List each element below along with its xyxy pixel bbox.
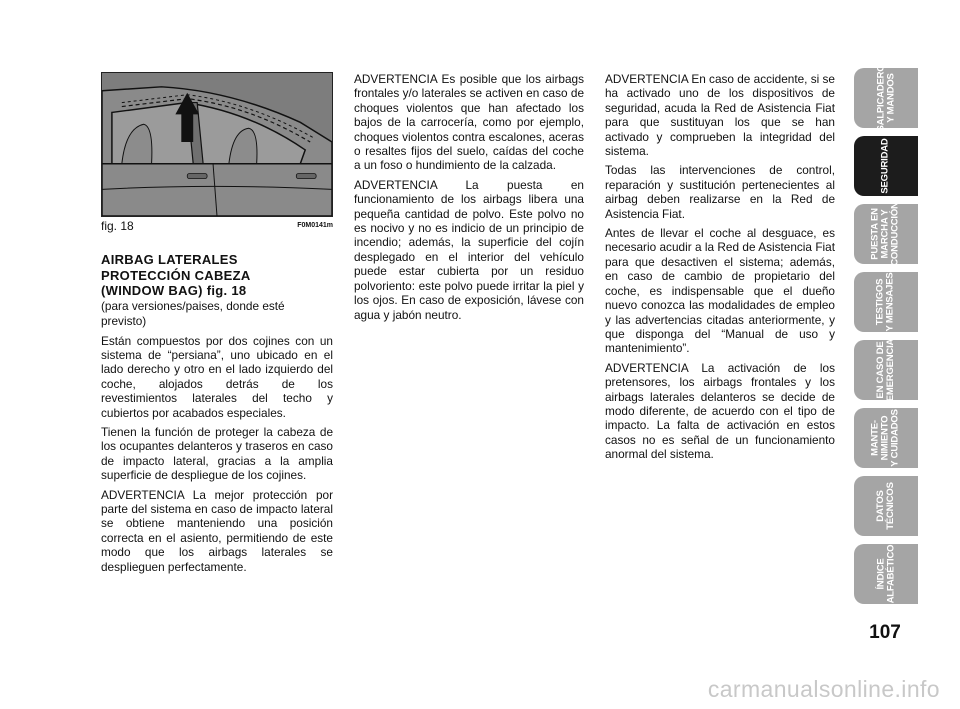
tab-emergencia[interactable] — [854, 340, 918, 400]
warning-paragraph: ADVERTENCIA La mejor protección por parte del sistema en caso de impacto lateral se obtiene manteniendo una posición correcta en el asiento, permitiendo de este modo que los airbags laterales se desplieguen perfectamente. — [101, 487, 333, 574]
tab-label: PUESTA EN MARCHA Y CONDUCCIÓN — [869, 202, 901, 266]
section-subtitle: (para versiones/paises, donde esté previsto) — [101, 298, 285, 328]
paragraph: Están compuestos por dos cojines con un sistema de “persiana”, uno ubicado en el lado derecho y otro en el lado izquierdo del coche, alojados detrás de los revestimientos laterales del techo y cubiertos por acabados especiales. — [101, 333, 333, 420]
tab-puesta-en-marcha[interactable] — [854, 204, 918, 264]
column-1 — [101, 252, 333, 579]
warning-paragraph: ADVERTENCIA En caso de accidente, si se ha activado uno de los dispositivos de seguridad, acuda la Red de Asistencia Fiat para que sustituyan los que se han activado y comprueben la integridad del sistema. — [605, 72, 835, 159]
section-title — [101, 252, 333, 299]
tab-seguridad[interactable] — [854, 136, 918, 196]
tab-label: MANTE- NIMIENTO Y CUIDADOS — [869, 409, 901, 467]
page-number: 107 — [869, 622, 901, 643]
figure-code: F0M0141m — [297, 222, 333, 229]
figure-label: fig. 18 — [101, 219, 134, 233]
warning-paragraph: ADVERTENCIA Es posible que los airbags frontales y/o laterales se activen en caso de choques violentos que han afectado los bajos de la carrocería, como por ejemplo, choques violentos contra escalones, aceras o resaltes fijos del suelo, caídas del coche a un foso o hundimiento de la calzada. — [354, 72, 584, 173]
figure-caption — [101, 219, 333, 235]
watermark: carmanualsonline.info — [707, 676, 940, 702]
paragraph: Antes de llevar el coche al desguace, es necesario acudir a la Red de Asistencia Fiat para que desactiven el sistema; además, en caso de cambio de propietario del coche, es indispensable que el dueño nuevo conozca las modalidades de empleo y las advertencias citadas anteriormente, y que disponga del “Manual de uso y mantenimiento”. — [605, 226, 835, 356]
tab-mantenimiento[interactable] — [854, 408, 918, 468]
tab-label: SALPICADERO Y MANDOS — [875, 64, 897, 132]
section-title-line-2: PROTECCIÓN CABEZA — [101, 267, 251, 283]
column-2 — [354, 72, 584, 327]
tab-datos-tecnicos[interactable] — [854, 476, 918, 536]
car-side-window-illustration — [102, 73, 332, 216]
paragraph: Tienen la función de proteger la cabeza de los ocupantes delanteros y traseros en caso de impacto lateral, gracias a la amplia superficie de despliegue de los cojines. — [101, 424, 333, 483]
tab-indice-alfabetico[interactable] — [854, 544, 918, 604]
tab-label: DATOS TÉCNICOS — [875, 482, 896, 530]
tab-salpicadero[interactable] — [854, 64, 918, 132]
warning-paragraph: ADVERTENCIA La puesta en funcionamiento de los airbags libera una pequeña cantidad de polvo. Este polvo no es nocivo y no es indicio de un principio de incendio; además, la superficie del cojín desplegado en el interior del vehículo puede estar cubierta por un residuo polvoriento: este polvo puede irritar la piel y los ojos. En caso de exposición, lávese con agua y jabón neutro. — [354, 177, 584, 322]
tab-label: EN CASO DE EMERGENCIA — [875, 338, 896, 402]
section-title-line-3: (WINDOW BAG) fig. 18 — [101, 283, 247, 298]
tab-label: ÍNDICE ALFABÉTICO — [874, 544, 896, 604]
paragraph: Todas las intervenciones de control, reparación y sustitución pertenecientes al airbag deben realizarse en la Red de Asistencia Fiat. — [605, 163, 835, 221]
figure-window-bag — [101, 72, 333, 217]
warning-paragraph: ADVERTENCIA La activación de los pretensores, los airbags frontales y los airbags laterales delanteros se decide de modo diferente, de acuerdo con el tipo de impacto. La falta de activación en estos casos no es señal de un funcionamiento anormal del sistema. — [605, 360, 835, 462]
section-title-line-1: AIRBAG LATERALES — [101, 252, 238, 267]
tab-label: TESTIGOS Y MENSAJES — [874, 272, 896, 332]
tab-testigos[interactable] — [854, 272, 918, 332]
tab-label: SEGURIDAD — [880, 138, 891, 194]
column-3 — [605, 72, 835, 467]
